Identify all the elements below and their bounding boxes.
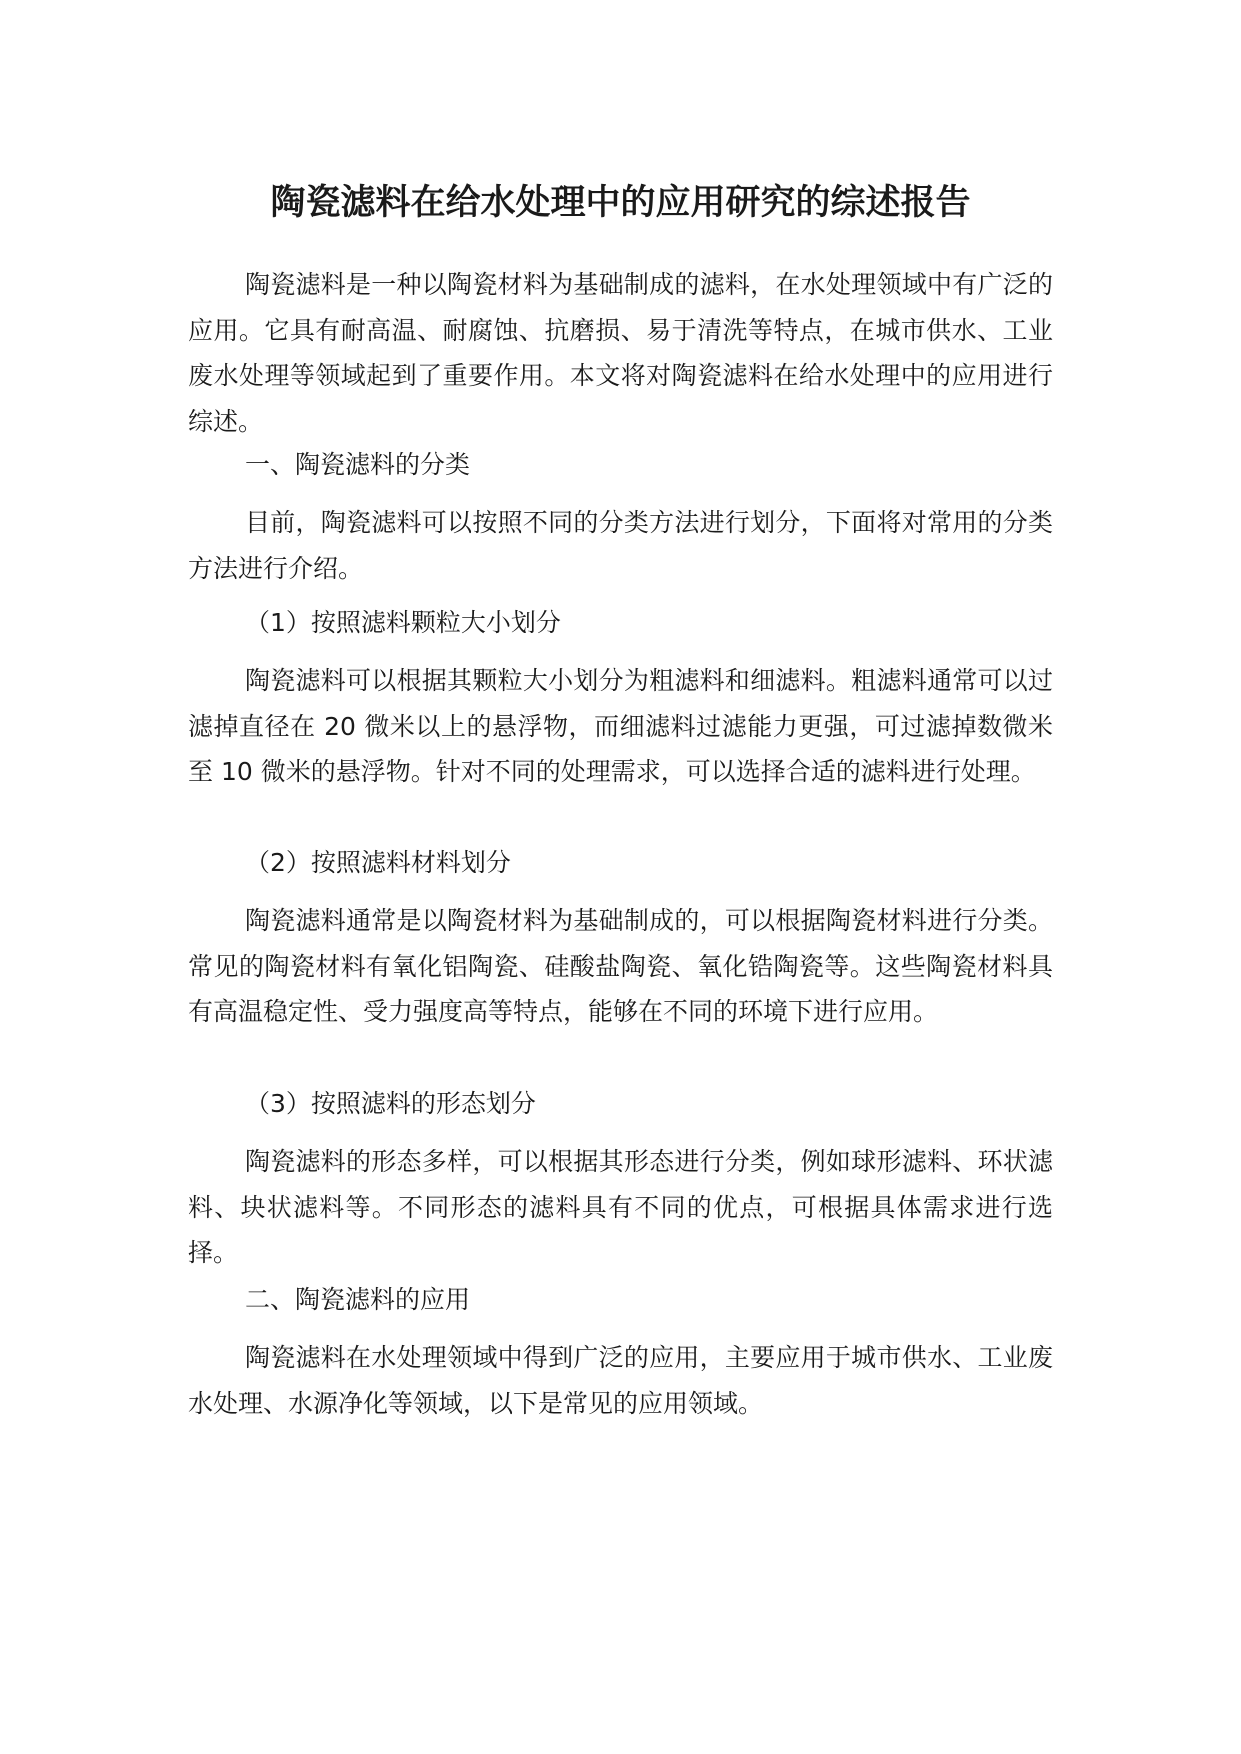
subsection-1-text: 陶瓷滤料可以根据其颗粒大小划分为粗滤料和细滤料。粗滤料通常可以过滤掉直径在 20 微米以上的悬浮物，而细滤料过滤能力更强，可过滤掉数微米至 10 微米的悬浮物。针对不同的处理需求，可以选择合适的滤料进行处理。 <box>188 666 1053 786</box>
subsection-3-heading: （3）按照滤料的形态划分 <box>245 1089 536 1118</box>
section-1-heading: 一、陶瓷滤料的分类 <box>245 450 471 479</box>
document-title: 陶瓷滤料在给水处理中的应用研究的综述报告 <box>270 183 971 223</box>
subsection-2-heading: （2）按照滤料材料划分 <box>245 848 511 877</box>
subsection-1-heading: （1）按照滤料颗粒大小划分 <box>245 608 561 637</box>
subsection-3-text: 陶瓷滤料的形态多样，可以根据其形态进行分类，例如球形滤料、环状滤料、块状滤料等。不同形态的滤料具有不同的优点，可根据具体需求进行选择。 <box>188 1147 1053 1267</box>
section-1-intro: 目前，陶瓷滤料可以按照不同的分类方法进行划分，下面将对常用的分类方法进行介绍。 <box>188 508 1053 583</box>
intro-paragraph: 陶瓷滤料是一种以陶瓷材料为基础制成的滤料，在水处理领域中有广泛的应用。它具有耐高温、耐腐蚀、抗磨损、易于清洗等特点，在城市供水、工业废水处理等领域起到了重要作用。本文将对陶瓷滤料在给水处理中的应用进行综述。 <box>188 270 1053 436</box>
section-2-intro: 陶瓷滤料在水处理领域中得到广泛的应用，主要应用于城市供水、工业废水处理、水源净化等领域，以下是常见的应用领域。 <box>188 1343 1053 1418</box>
subsection-2-text: 陶瓷滤料通常是以陶瓷材料为基础制成的，可以根据陶瓷材料进行分类。常见的陶瓷材料有氧化铝陶瓷、硅酸盐陶瓷、氧化锆陶瓷等。这些陶瓷材料具有高温稳定性、受力强度高等特点，能够在不同的环境下进行应用。 <box>188 906 1053 1026</box>
section-2-heading: 二、陶瓷滤料的应用 <box>245 1285 471 1314</box>
